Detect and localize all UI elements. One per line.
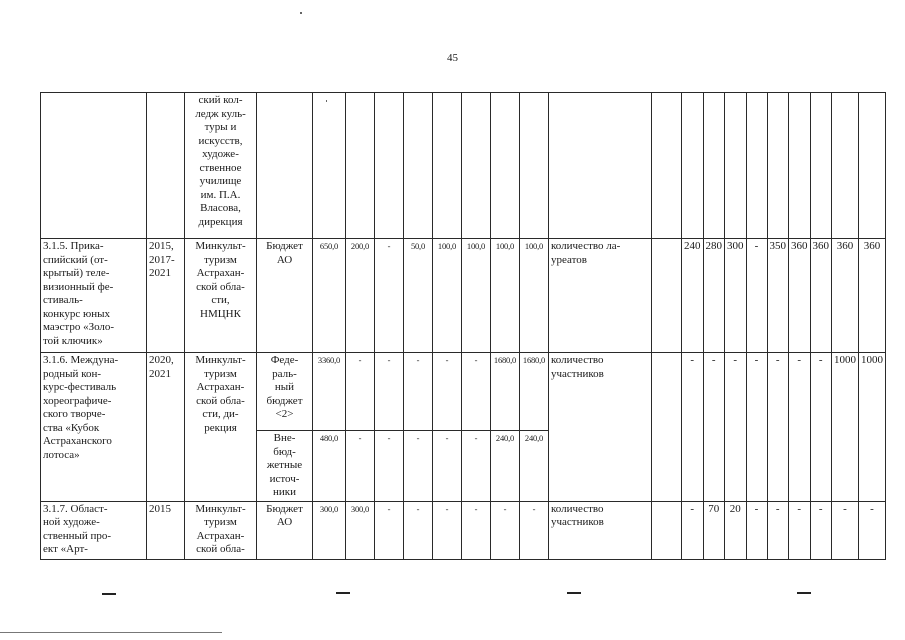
funding-source-cell: Бюджет АО [257, 501, 313, 559]
indicator-value-cell: 360 [832, 239, 859, 353]
amount-cell: - [375, 239, 404, 353]
indicator-value-cell: 360 [859, 239, 886, 353]
amount-cell: 650,0 [313, 239, 346, 353]
indicator-value-cell [682, 93, 704, 239]
years-cell [147, 93, 185, 239]
page-number: 45 [447, 52, 458, 64]
indicator-value-cell [810, 93, 832, 239]
indicator-cell: количество участников [549, 353, 652, 502]
event-name-cell [41, 93, 147, 239]
executor-cell: Минкульт- туризм Астрахан- ской обла- сти, ди- рекция [185, 353, 257, 502]
indicator-value-cell: 300 [725, 239, 747, 353]
executor-cell: Минкульт- туризм Астрахан- ской обла- [185, 501, 257, 559]
indicator-value-cell [859, 93, 886, 239]
amount-cell: - [375, 353, 404, 431]
amount-cell: - [462, 431, 491, 502]
amount-cell: - [433, 353, 462, 431]
table-row [41, 239, 886, 353]
unit-cell [652, 239, 682, 353]
amount-cell: 480,0 [313, 431, 346, 502]
indicator-value-cell: - [746, 501, 767, 559]
amount-cell [313, 93, 346, 239]
funding-source-cell: Вне- бюд- жетные источ- ники [257, 431, 313, 502]
indicator-value-cell: 240 [682, 239, 704, 353]
indicator-value-cell: - [832, 501, 859, 559]
indicator-value-cell: - [789, 501, 811, 559]
amount-cell [462, 93, 491, 239]
years-cell: 2020, 2021 [147, 353, 185, 502]
scan-dash [797, 592, 811, 594]
indicator-value-cell: - [810, 501, 832, 559]
funding-source-cell: Бюджет АО [257, 239, 313, 353]
funding-source-cell [257, 93, 313, 239]
years-cell: 2015 [147, 501, 185, 559]
indicator-value-cell: - [789, 353, 811, 502]
indicator-value-cell [832, 93, 859, 239]
indicator-value-cell [789, 93, 811, 239]
amount-cell: 200,0 [346, 239, 375, 353]
amount-cell: 100,0 [433, 239, 462, 353]
indicator-value-cell: 360 [810, 239, 832, 353]
table-row [41, 353, 886, 431]
indicator-value-cell: - [682, 353, 704, 502]
program-table [40, 92, 886, 560]
table-row [41, 501, 886, 559]
scan-dash [567, 592, 581, 594]
indicator-value-cell: - [746, 353, 767, 502]
amount-cell: - [346, 353, 375, 431]
indicator-cell: количество ла- уреатов [549, 239, 652, 353]
indicator-value-cell: 280 [703, 239, 725, 353]
unit-cell [652, 353, 682, 502]
indicator-value-cell: 350 [767, 239, 789, 353]
amount-cell: 1680,0 [491, 353, 520, 431]
indicator-value-cell: 360 [789, 239, 811, 353]
amount-cell: 100,0 [462, 239, 491, 353]
indicator-value-cell [703, 93, 725, 239]
indicator-value-cell: - [725, 353, 747, 502]
amount-cell [346, 93, 375, 239]
table-row [41, 93, 886, 239]
amount-cell [404, 93, 433, 239]
indicator-value-cell: - [810, 353, 832, 502]
amount-cell: 3360,0 [313, 353, 346, 431]
amount-cell [433, 93, 462, 239]
amount-cell: - [375, 431, 404, 502]
amount-cell: - [491, 501, 520, 559]
unit-cell [652, 501, 682, 559]
event-name-cell: 3.1.6. Междуна- родный кон- курс-фестиваль хореографиче- ского творче- ства «Кубок Астраханского лотоса» [41, 353, 147, 502]
amount-cell: - [404, 353, 433, 431]
amount-cell: 300,0 [346, 501, 375, 559]
amount-cell: - [462, 353, 491, 431]
executor-cell: Минкульт- туризм Астрахан- ской обла- сти, НМЦНК [185, 239, 257, 353]
amount-cell: 1680,0 [520, 353, 549, 431]
indicator-value-cell [746, 93, 767, 239]
amount-cell: - [404, 501, 433, 559]
amount-cell: - [433, 431, 462, 502]
indicator-value-cell: 1000 [859, 353, 886, 502]
bottom-rule [0, 632, 222, 633]
executor-cell: ский кол- ледж куль- туры и искусств, художе- ственное училище им. П.А. Власова, дирекция [185, 93, 257, 239]
indicator-value-cell [725, 93, 747, 239]
amount-cell: 100,0 [491, 239, 520, 353]
indicator-value-cell: - [682, 501, 704, 559]
indicator-value-cell: 1000 [832, 353, 859, 502]
indicator-value-cell [767, 93, 789, 239]
amount-cell [375, 93, 404, 239]
event-name-cell: 3.1.7. Област- ной художе- ственный про- ект «Арт- [41, 501, 147, 559]
indicator-value-cell: 20 [725, 501, 747, 559]
amount-cell: - [520, 501, 549, 559]
amount-cell: - [375, 501, 404, 559]
amount-cell: 240,0 [520, 431, 549, 502]
amount-cell: - [346, 431, 375, 502]
years-cell: 2015, 2017- 2021 [147, 239, 185, 353]
indicator-value-cell: 70 [703, 501, 725, 559]
amount-cell: 300,0 [313, 501, 346, 559]
unit-cell [652, 93, 682, 239]
amount-cell: - [433, 501, 462, 559]
amount-cell [491, 93, 520, 239]
indicator-value-cell: - [767, 353, 789, 502]
scan-dash [102, 593, 116, 595]
funding-source-cell: Феде- раль- ный бюджет <2> [257, 353, 313, 431]
amount-cell: 240,0 [491, 431, 520, 502]
amount-cell: 50,0 [404, 239, 433, 353]
indicator-value-cell: - [767, 501, 789, 559]
scan-dash [336, 592, 350, 594]
scan-speck [300, 12, 302, 14]
amount-cell: 100,0 [520, 239, 549, 353]
indicator-cell: количество участников [549, 501, 652, 559]
indicator-value-cell: - [859, 501, 886, 559]
amount-cell: - [462, 501, 491, 559]
event-name-cell: 3.1.5. Прика- спийский (от- крытый) теле- визионный фе- стиваль- конкурс юных маэстро «Золо- той ключик» [41, 239, 147, 353]
indicator-value-cell: - [703, 353, 725, 502]
indicator-cell [549, 93, 652, 239]
amount-cell: - [404, 431, 433, 502]
indicator-value-cell: - [746, 239, 767, 353]
amount-cell [520, 93, 549, 239]
